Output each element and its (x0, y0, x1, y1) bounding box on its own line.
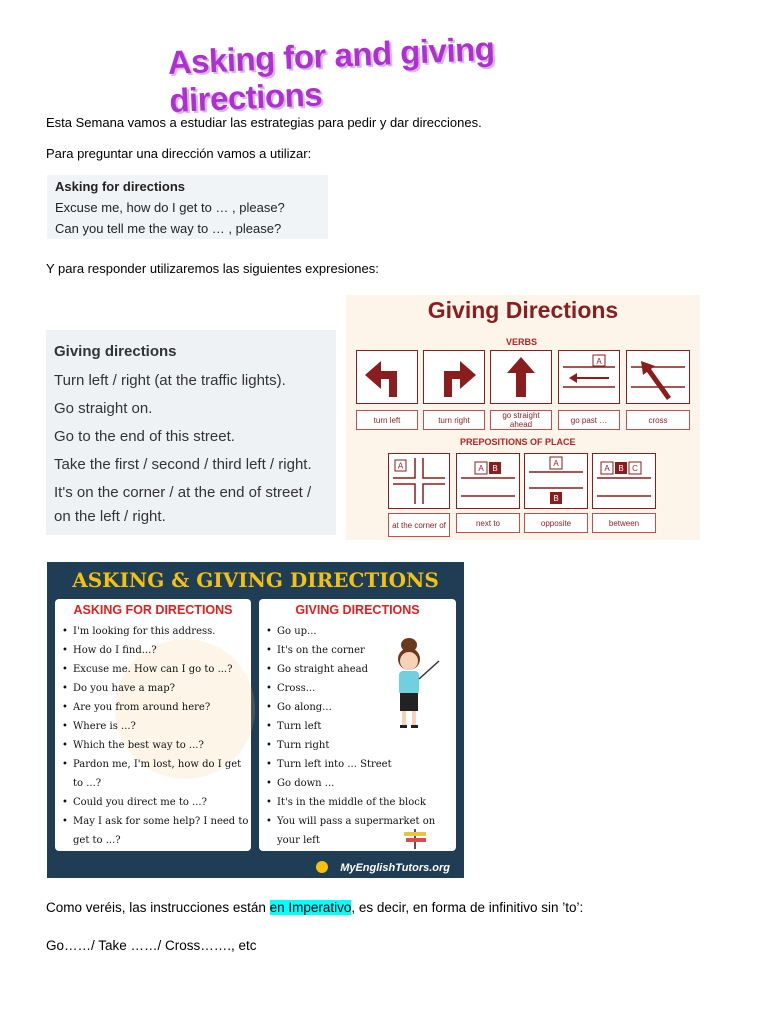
giving-line: on the left / right. (54, 508, 166, 525)
list-item: • It's in the middle of the block (263, 793, 455, 812)
list-item: • Pardon me, I'm lost, how do I get to ...? (59, 755, 249, 793)
giving-line: Take the first / second / third left / right. (54, 456, 312, 473)
preposition-label: next to (456, 513, 520, 533)
brand-logo-icon (315, 860, 329, 874)
highlighted-text: en Imperativo (269, 900, 352, 915)
corner-icon (388, 453, 450, 509)
intro-paragraph-1: Esta Semana vamos a estudiar las estrategias para pedir y dar direcciones. (46, 115, 482, 130)
list-item: • Go up... (263, 622, 455, 641)
list-item: • You will pass a supermarket on your left (263, 812, 447, 850)
between-icon (592, 453, 656, 509)
list-item: • Go along... (263, 698, 455, 717)
turn-right-icon (423, 350, 485, 404)
asking-directions-image (47, 175, 328, 239)
list-item: • Where is ...? (59, 717, 249, 736)
asking-list (59, 622, 249, 850)
asking-heading: Asking for directions (55, 179, 186, 194)
list-item: • Do you have a map? (59, 679, 249, 698)
prepositions-label: PREPOSITIONS OF PLACE (460, 437, 576, 447)
list-item: • Turn left into ... Street (263, 755, 455, 774)
asking-line: Can you tell me the way to … , please? (55, 221, 282, 236)
list-item: • Which the best way to ...? (59, 736, 249, 755)
svg-text:B: B (492, 464, 498, 473)
giving-line: Turn left / right (at the traffic lights). (54, 372, 286, 389)
list-item: • How do I find...? (59, 641, 249, 660)
examples-line: Go……/ Take ……/ Cross……., etc (46, 938, 257, 953)
list-item: • It's on the corner (263, 641, 455, 660)
svg-text:A: A (604, 464, 610, 473)
turn-left-icon (356, 350, 418, 404)
list-item: • Go down ... (263, 774, 455, 793)
signpost-icon (402, 829, 430, 849)
svg-text:A: A (478, 464, 484, 473)
list-item: • May I ask for some help? I need to get to ...? (59, 812, 249, 850)
card-title: Giving Directions (427, 297, 619, 323)
asking-panel (55, 599, 251, 851)
list-item: • Excuse me. How can I go to ...? (59, 660, 249, 679)
verb-label: go past … (558, 410, 620, 430)
verb-label: turn right (423, 410, 485, 430)
giving-line: Go straight on. (54, 400, 153, 417)
asking-panel-header: ASKING FOR DIRECTIONS (73, 603, 233, 617)
asking-giving-infographic (47, 562, 464, 878)
arrow-up-icon (490, 350, 552, 404)
verbs-label: VERBS (506, 337, 538, 347)
list-item: • Go straight ahead (263, 660, 455, 679)
preposition-label: opposite (524, 513, 588, 533)
giving-line: Go to the end of this street. (54, 428, 235, 445)
cross-icon (626, 350, 690, 404)
list-item: • Are you from around here? (59, 698, 249, 717)
closing-text: Como veréis, las instrucciones están (46, 900, 270, 915)
giving-heading: Giving directions (54, 343, 177, 360)
list-item: • Turn right (263, 736, 455, 755)
verb-label: go straight ahead (490, 410, 552, 430)
list-item: • Cross... (263, 679, 455, 698)
svg-text:B: B (618, 464, 624, 473)
intro-paragraph-3: Y para responder utilizaremos las siguientes expresiones: (46, 261, 379, 276)
verb-label: turn left (356, 410, 418, 430)
giving-panel-header: GIVING DIRECTIONS (295, 603, 420, 617)
list-item: • Could you direct me to ...? (59, 793, 249, 812)
asking-line: Excuse me, how do I get to … , please? (55, 200, 285, 215)
preposition-label: between (592, 513, 656, 533)
svg-text:C: C (632, 464, 638, 473)
teacher-illustration-icon (387, 637, 447, 733)
svg-text:A: A (596, 357, 602, 366)
next-to-icon (456, 453, 520, 509)
list-item: • Turn left (263, 717, 455, 736)
opposite-icon (524, 453, 588, 509)
giving-directions-image (46, 330, 336, 535)
closing-text: , es decir, en forma de infinitivo sin ’to’: (351, 900, 584, 915)
closing-paragraph (46, 900, 583, 915)
list-item: • I'm looking for this address. (59, 622, 249, 641)
giving-directions-card (346, 295, 700, 540)
intro-paragraph-2: Para preguntar una dirección vamos a utilizar: (46, 146, 312, 161)
go-past-icon (558, 350, 620, 404)
verb-label: cross (626, 410, 690, 430)
giving-panel (259, 599, 456, 851)
page-title: Asking for and giving directions (166, 29, 496, 119)
svg-text:A: A (397, 461, 404, 471)
svg-text:B: B (553, 494, 559, 503)
svg-text:A: A (553, 459, 559, 468)
giving-line: It's on the corner / at the end of street / (54, 484, 312, 501)
brand-label: MyEnglishTutors.org (340, 862, 450, 874)
preposition-label: at the corner of (388, 513, 450, 537)
infographic-title: ASKING & GIVING DIRECTIONS (72, 568, 439, 592)
